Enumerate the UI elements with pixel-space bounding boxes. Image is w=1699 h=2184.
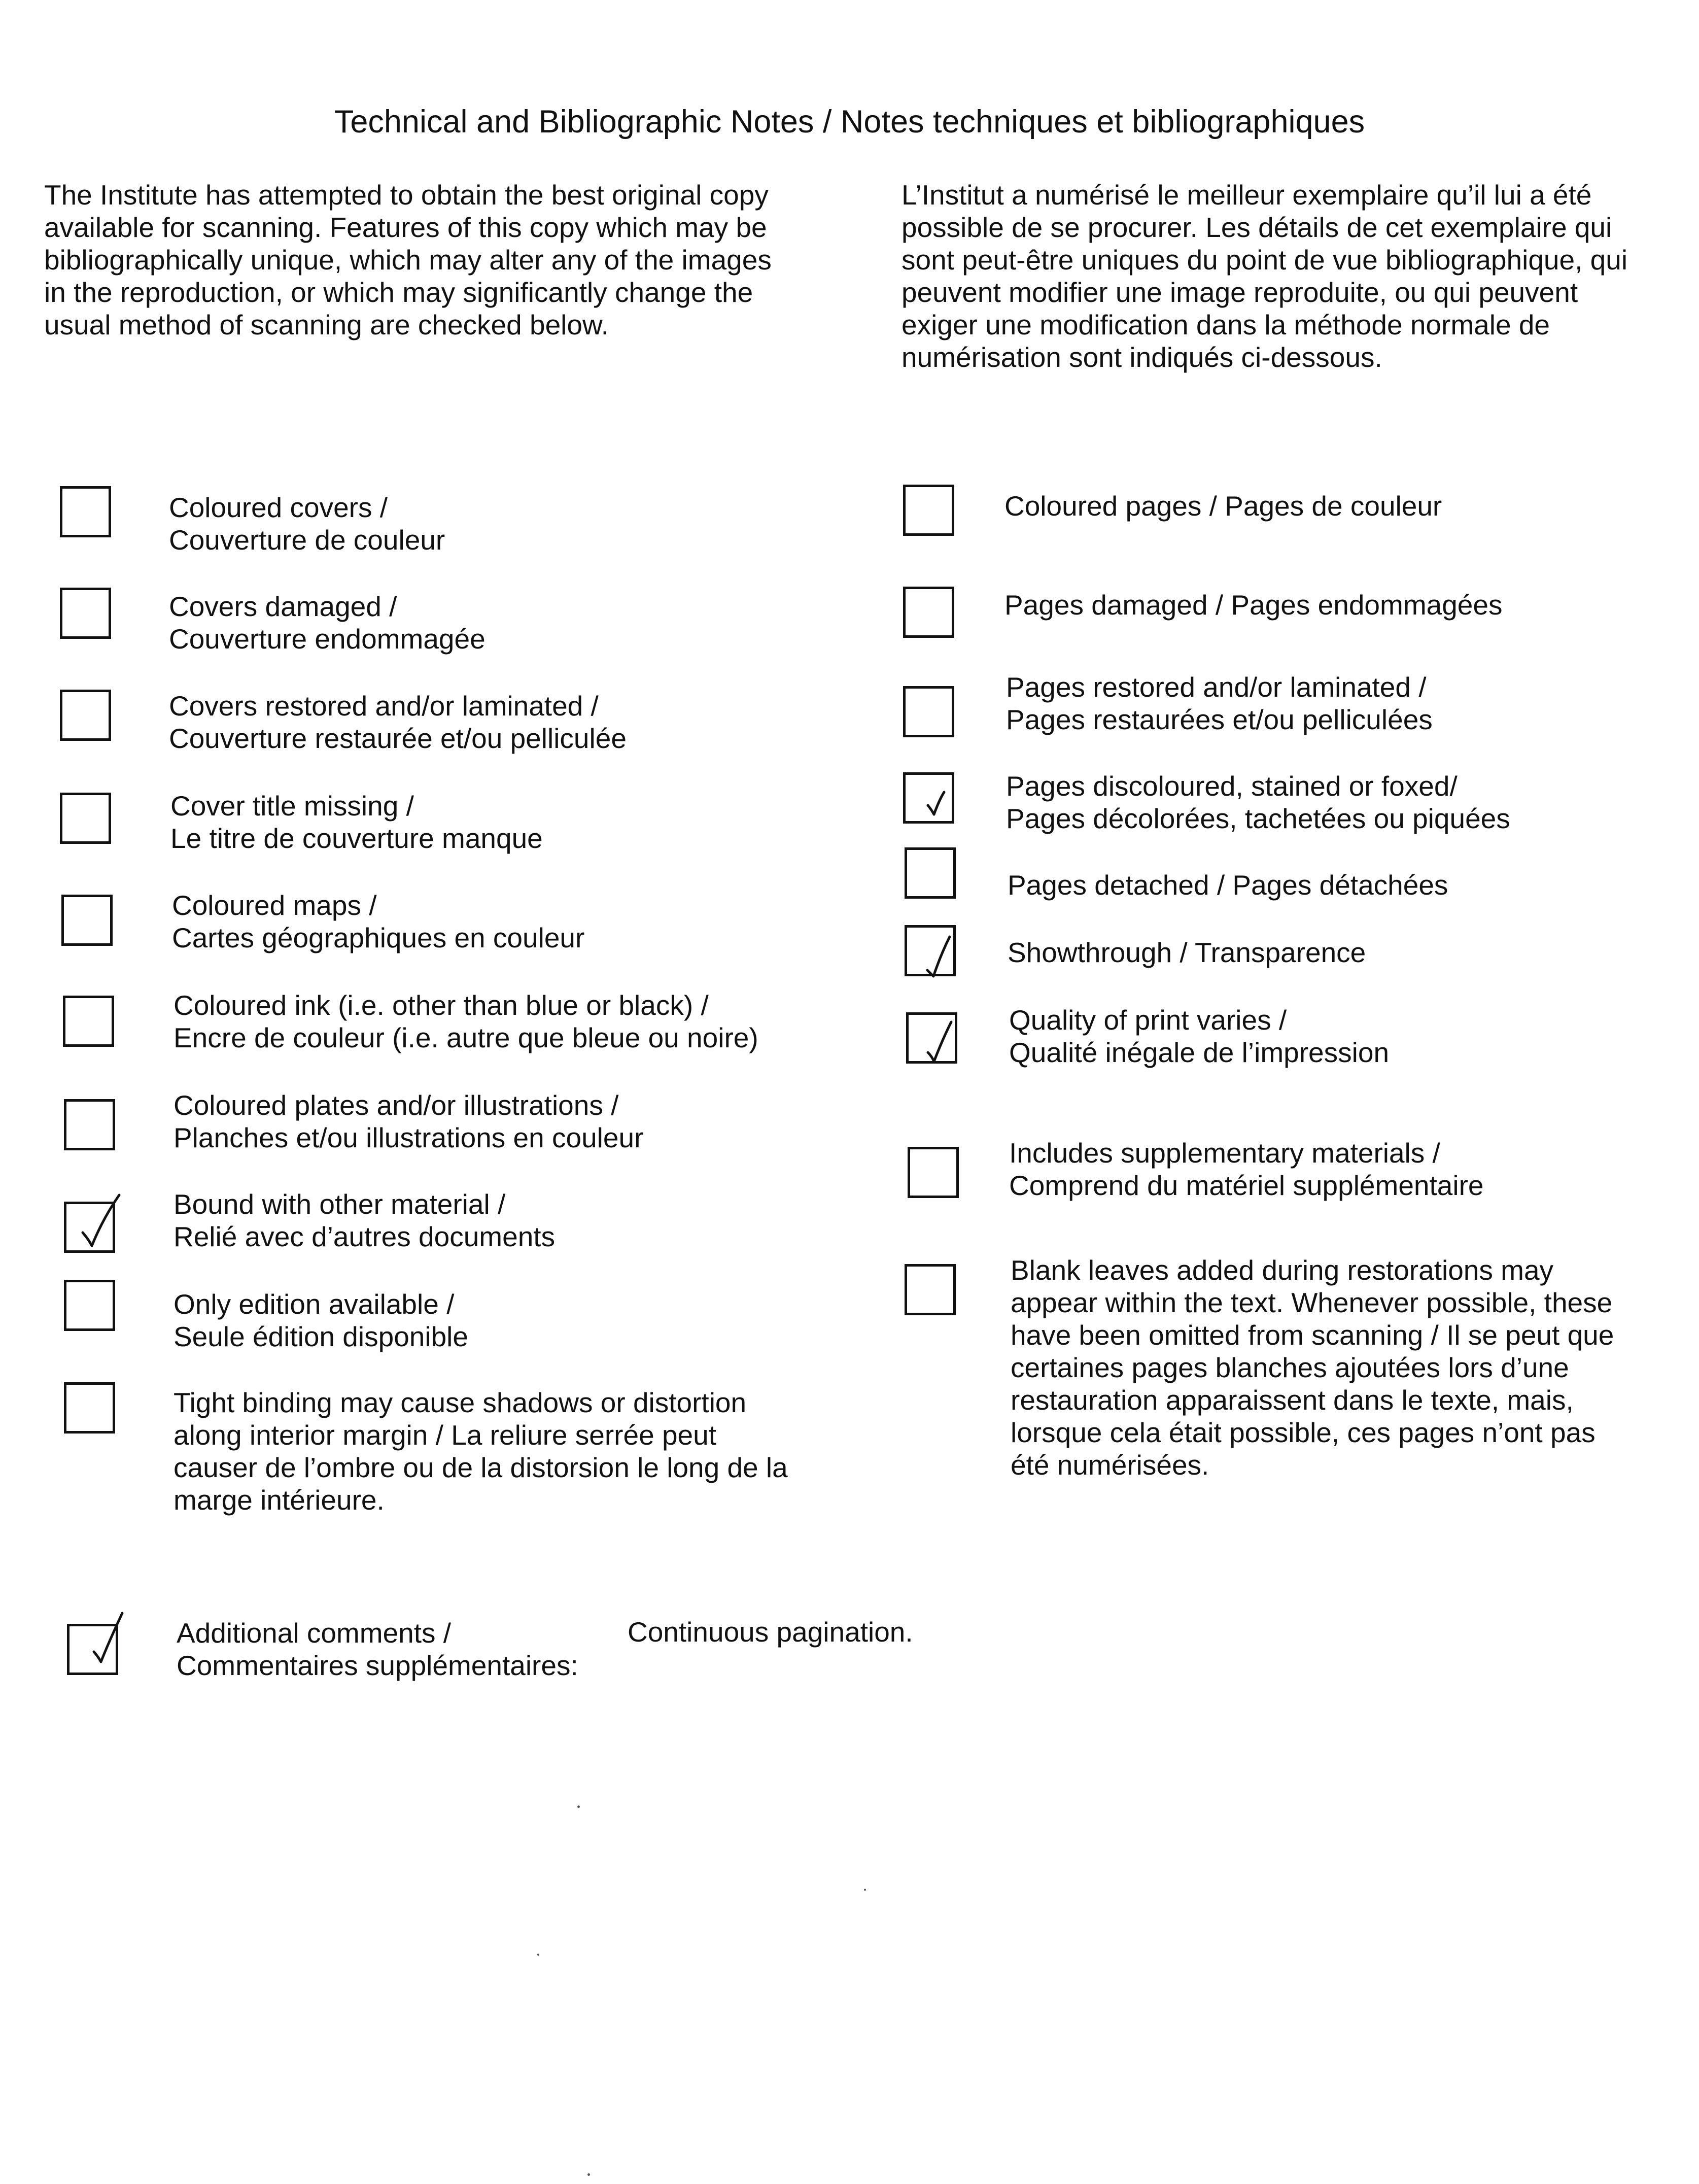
checkbox-coloured-maps[interactable]: [61, 895, 113, 946]
label-showthrough: Showthrough / Transparence: [1008, 937, 1366, 968]
check-mark-icon: [916, 1004, 962, 1069]
checkbox-coloured-ink[interactable]: [63, 996, 114, 1047]
checkbox-cover-title-missing[interactable]: [60, 793, 111, 844]
checkbox-pages-detached[interactable]: [905, 847, 956, 899]
checkbox-supplementary-materials[interactable]: [908, 1147, 959, 1198]
scan-speck: [864, 1889, 866, 1891]
label-supplementary-materials: Includes supplementary materials / Comprend du matériel supplémentaire: [1009, 1137, 1484, 1201]
label-coloured-covers: Coloured covers / Couverture de couleur: [169, 492, 445, 556]
checkbox-covers-damaged[interactable]: [60, 588, 111, 639]
checkbox-bound-with-other-material[interactable]: [64, 1202, 115, 1253]
label-pages-discoloured: Pages discoloured, stained or foxed/ Pages décolorées, tachetées ou piquées: [1006, 770, 1510, 834]
checkbox-tight-binding[interactable]: [64, 1382, 115, 1434]
label-covers-restored: Covers restored and/or laminated / Couverture restaurée et/ou pelliculée: [169, 690, 627, 754]
label-quality-of-print-varies: Quality of print varies / Qualité inégale de l’impression: [1009, 1004, 1390, 1068]
checkbox-coloured-pages[interactable]: [903, 485, 954, 536]
checkbox-only-edition-available[interactable]: [64, 1280, 115, 1331]
check-mark-icon: [914, 916, 961, 981]
label-cover-title-missing: Cover title missing / Le titre de couverture manque: [170, 790, 543, 854]
label-pages-restored: Pages restored and/or laminated / Pages restaurées et/ou pelliculées: [1006, 671, 1433, 735]
intro-french: L’Institut a numérisé le meilleur exemplaire qu’il lui a été possible de se procurer. Les détails de cet exemplaire qui sont peut-être uniques du point de vue bibliographique, qui peuvent modifier une image reproduite, ou qui peuvent exiger une modification dans la méthode normale de numérisation sont indiqués ci-dessous.: [901, 179, 1628, 373]
checkbox-pages-damaged[interactable]: [903, 587, 954, 638]
checkbox-coloured-covers[interactable]: [60, 486, 111, 537]
page-title: Technical and Bibliographic Notes / Notes techniques et bibliographiques: [334, 104, 1365, 140]
additional-comments-value: Continuous pagination.: [628, 1616, 913, 1648]
label-coloured-ink: Coloured ink (i.e. other than blue or black) / Encre de couleur (i.e. autre que bleue ou noire): [174, 989, 758, 1053]
intro-english: The Institute has attempted to obtain the best original copy available for scanning. Features of this copy which may be bibliographically unique, which may alter any of the images in the reproduction, or which may significantly change the usual method of scanning are checked below.: [44, 179, 772, 340]
additional-comments-label: Additional comments / Commentaires supplémentaires:: [177, 1617, 578, 1681]
label-tight-binding: Tight binding may cause shadows or distortion along interior margin / La reliure serrée peut causer de l’ombre ou de la distorsion le long de la marge intérieure.: [174, 1387, 788, 1516]
checkbox-additional-comments[interactable]: [67, 1624, 118, 1675]
label-covers-damaged: Covers damaged / Couverture endommagée: [169, 591, 486, 655]
check-mark-icon: [913, 764, 959, 829]
checkbox-coloured-plates[interactable]: [64, 1099, 115, 1150]
checkbox-covers-restored[interactable]: [60, 690, 111, 741]
check-mark-icon: [77, 1615, 123, 1680]
scan-speck: [577, 1805, 580, 1808]
label-coloured-maps: Coloured maps / Cartes géographiques en couleur: [172, 890, 585, 953]
label-bound-with-other-material: Bound with other material / Relié avec d’autres documents: [174, 1188, 556, 1252]
label-coloured-pages: Coloured pages / Pages de couleur: [1004, 490, 1442, 522]
checkbox-showthrough[interactable]: [905, 925, 956, 976]
check-mark-icon: [74, 1193, 120, 1258]
checkbox-quality-of-print-varies[interactable]: [906, 1012, 957, 1064]
label-blank-leaves-added: Blank leaves added during restorations may appear within the text. Whenever possible, these have been omitted from scanning / Il se peut que certaines pages blanches ajoutées lors d’une restauration apparaissent dans le texte, mais, lorsque cela était possible, ces pages n’ont pas été numérisées.: [1011, 1254, 1614, 1481]
scan-speck: [537, 1954, 539, 1956]
scan-speck: [587, 2173, 590, 2176]
label-pages-damaged: Pages damaged / Pages endommagées: [1004, 589, 1503, 621]
checkbox-blank-leaves-added[interactable]: [905, 1264, 956, 1315]
label-coloured-plates: Coloured plates and/or illustrations / Planches et/ou illustrations en couleur: [174, 1089, 644, 1153]
checkbox-pages-discoloured[interactable]: [903, 772, 954, 824]
label-pages-detached: Pages detached / Pages détachées: [1008, 869, 1448, 901]
label-only-edition-available: Only edition available / Seule édition disponible: [174, 1288, 468, 1352]
checkbox-pages-restored[interactable]: [903, 686, 954, 737]
